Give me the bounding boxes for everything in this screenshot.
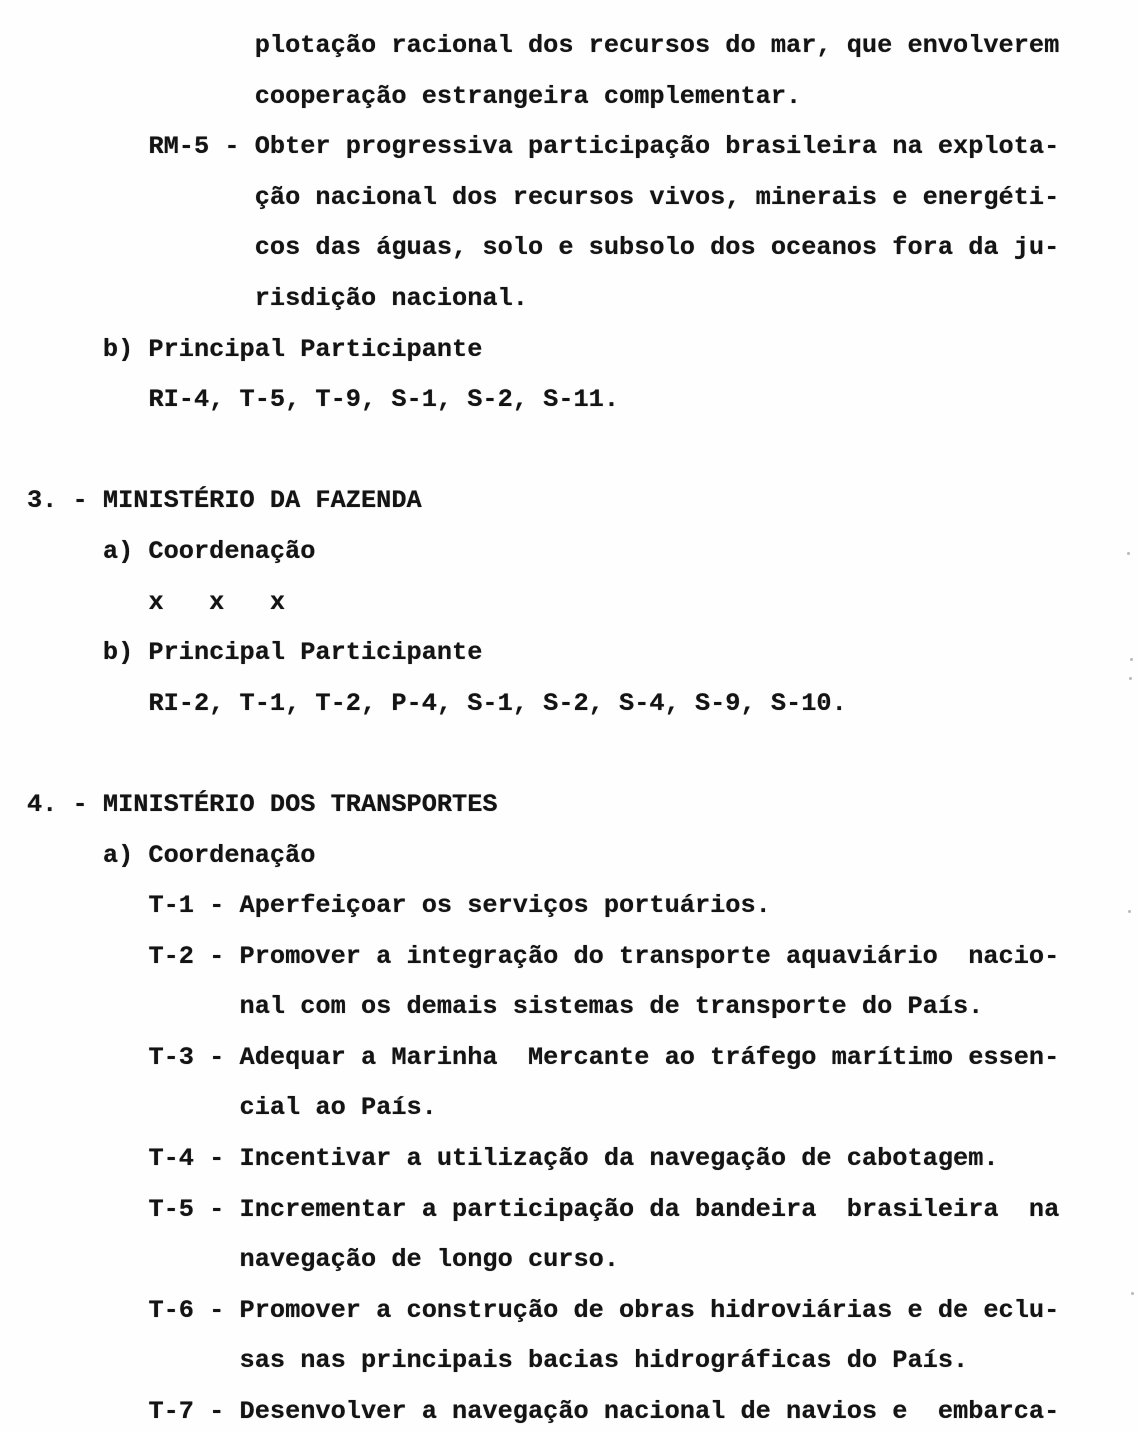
text-line: plotação racional dos recursos do mar, que envolverem: [254, 31, 1060, 60]
text-line: ção nacional dos recursos vivos, minerais e energéti-: [254, 182, 1060, 212]
scan-speck: [1127, 552, 1130, 555]
item-t-6: T-6 - Promover a construção de obras hidroviárias e de eclu-: [148, 1295, 1060, 1325]
subsection-a-heading: a) Coordenação: [102, 840, 316, 870]
item-t-7: T-7 - Desenvolver a navegação nacional de navios e embarca-: [148, 1397, 1060, 1427]
subsection-a-heading: a) Coordenação: [102, 536, 316, 566]
subsection-b-heading: b) Principal Participante: [102, 334, 483, 364]
scan-speck: [1131, 1292, 1134, 1295]
item-t-2: T-2 - Promover a integração do transporte aquaviário nacio-: [148, 941, 1060, 971]
item-t-4: T-4 - Incentivar a utilização da navegação de cabotagem.: [148, 1144, 999, 1174]
section-3-heading: 3. - MINISTÉRIO DA FAZENDA: [27, 486, 422, 516]
participants-list: RI-4, T-5, T-9, S-1, S-2, S-11.: [148, 385, 620, 415]
text-line: nal com os demais sistemas de transporte do País.: [239, 992, 984, 1022]
text-line: cooperação estrangeira complementar.: [254, 81, 802, 111]
coordination-placeholder: x x x: [148, 587, 286, 617]
item-t-3: T-3 - Adequar a Marinha Mercante ao tráfego marítimo essen-: [148, 1042, 1060, 1072]
text-line: risdição nacional.: [254, 283, 528, 313]
item-t-5: T-5 - Incrementar a participação da bandeira brasileira na: [148, 1194, 1060, 1224]
text-line: navegação de longo curso.: [239, 1245, 620, 1275]
blank-line: [27, 426, 1139, 477]
text-line: sas nas principais bacias hidrográficas do País.: [239, 1346, 969, 1376]
item-t-1: T-1 - Aperfeiçoar os serviços portuários.: [148, 891, 771, 921]
text-line: cos das águas, solo e subsolo dos oceanos fora da ju-: [254, 233, 1060, 263]
participants-list: RI-2, T-1, T-2, P-4, S-1, S-2, S-4, S-9, S-10.: [148, 688, 847, 718]
item-rm-5: RM-5 - Obter progressiva participação brasileira na explota-: [148, 132, 1060, 162]
subsection-b-heading: b) Principal Participante: [102, 638, 483, 668]
scan-speck: [1128, 910, 1131, 913]
text-line: cial ao País.: [239, 1093, 437, 1123]
scan-speck: [1130, 658, 1133, 661]
blank-line: [27, 729, 1139, 780]
scan-speck: [1129, 677, 1132, 680]
section-4-heading: 4. - MINISTÉRIO DOS TRANSPORTES: [27, 789, 498, 819]
